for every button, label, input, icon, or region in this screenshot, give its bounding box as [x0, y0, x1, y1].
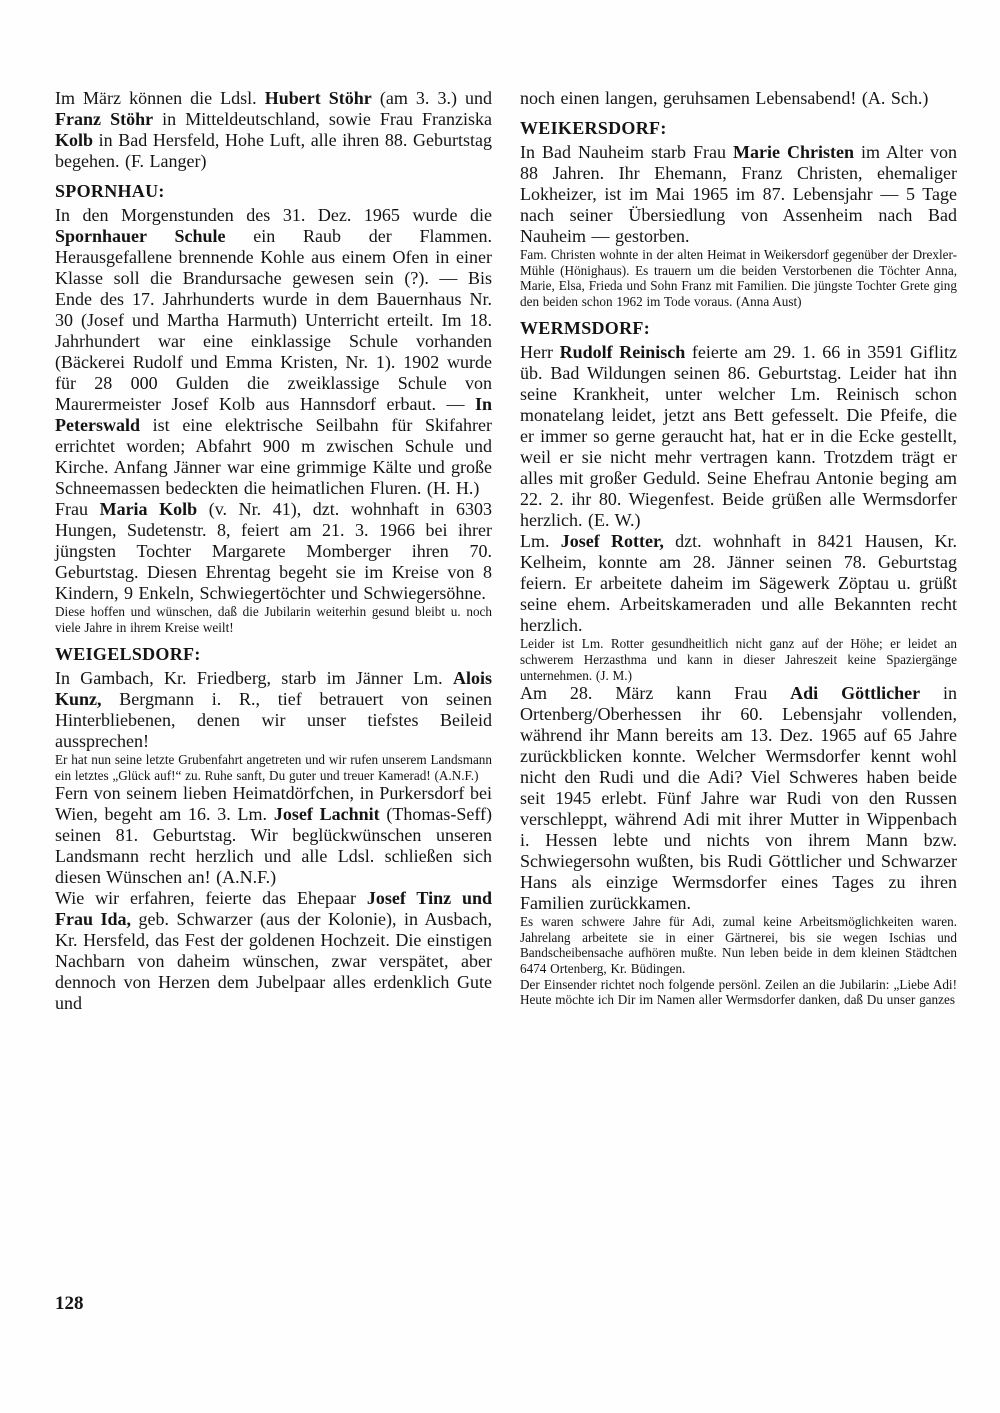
section-heading: SPORNHAU:: [55, 181, 165, 201]
fine-print-paragraph: [520, 247, 957, 309]
text-run: Frau: [55, 499, 100, 519]
body-paragraph: [55, 88, 492, 172]
text-run: im Alter von 88 Jahren. Ihr Ehemann, Franz Christen, ehemaliger Lokheizer, ist im Mai 1965 im 87. Lebensjahr — 5 Tage nach seiner Übersiedlung von Assenheim nach Bad Nauheim — gestorben.: [520, 142, 958, 246]
bold-text-run: Alois Kunz,: [55, 668, 492, 710]
body-paragraph: [55, 499, 492, 604]
bold-text-run: Hubert Stöhr: [264, 88, 372, 108]
fine-print-paragraph: [520, 636, 957, 683]
text-run: ist eine elektrische Seilbahn für Skifahrer errichtet worden; Abfahrt 900 m zwischen Schule und Kirche. Anfang Jänner war eine grimmige Kälte und große Schneemassen bedeckten die heimatlichen Fluren. (H. H.): [55, 415, 492, 498]
body-paragraph: [520, 683, 957, 914]
text-run: in Bad Hersfeld, Hohe Luft, alle ihren 88. Geburtstag begehen. (F. Langer): [55, 130, 492, 171]
body-paragraph: [55, 783, 492, 888]
body-paragraph: [520, 142, 957, 247]
fine-print-paragraph: [55, 604, 492, 635]
bold-text-run: Josef Tinz und Frau Ida,: [55, 888, 492, 930]
text-run: Im März können die Ldsl.: [55, 88, 265, 108]
text-run: ein Raub der Flammen. Herausgefallene brennende Kohle aus einem Ofen in einer Klasse soll die Brandursache gewesen sein (?). — Bis Ende des 17. Jahrhunderts wurde in dem Bauernhaus Nr. 30 (Josef und Martha Harmuth) Unterricht erteilt. Im 18. Jahrhundert war eine einklassige Schule vorhanden (Bäckerei Rudolf und Emma Kristen, Nr. 1). 1902 wurde für 28 000 Gulden die zweiklassige Schule von Maurermeister Josef Kolb aus Hannsdorf erbaut. —: [55, 226, 492, 414]
text-run: Bergmann i. R., tief betrauert von seinen Hinterbliebenen, denen wir unser tiefstes Beileid aussprechen!: [55, 689, 492, 752]
section-heading: WEIKERSDORF:: [520, 118, 667, 138]
body-paragraph: [520, 88, 957, 109]
text-run: in Ortenberg/Oberhessen ihr 60. Lebensjahr vollenden, während ihr Mann bereits am 13. Dez. 1965 auf 65 Jahre zurückblicken konnte. Welcher Wermsdorfer kennt wohl nicht den Rudi und die Adi? Viel Schweres haben beide seit 1945 erlebt. Fünf Jahre war Rudi von den Russen verschleppt, während Adi mit ihrer Mutter in Wippenbach i. Hessen lebte und nichts von ihrem Mann bzw. Schwiegersohn wußten, bis Rudi Göttlicher und Schwarzer Hans als einzige Wermsdorfer eines Tages zu ihren Familien zurückkamen.: [520, 683, 957, 914]
bold-text-run: In Peterswald: [55, 394, 492, 435]
bold-text-run: Spornhauer Schule: [55, 226, 226, 246]
text-run: Am 28. März kann Frau: [520, 683, 791, 704]
text-run: Es waren schwere Jahre für Adi, zumal keine Arbeitsmöglichkeiten waren. Jahrelang arbeitete sie in einer Gärtnerei, bis sie wegen Ischias und Bandscheibensache aufhören mußte. Nun leben beide in dem kleinen Städtchen 6474 Ortenberg, Kr. Büdingen.: [520, 914, 957, 976]
text-run: (am 3. 3.) und: [371, 88, 493, 108]
text-run: Lm.: [520, 531, 561, 552]
text-run: (v. Nr. 41), dzt. wohnhaft in 6303 Hungen, Sudetenstr. 8, feiert am 21. 3. 1966 bei ihrer jüngsten Tochter Margarete Momberger ihren 70. Geburtstag. Diesen Ehrentag begeht sie im Kreise von 8 Kindern, 9 Enkeln, Schwiegertöchter und Schwiegersöhne.: [55, 499, 492, 603]
text-run: In Bad Nauheim starb Frau: [520, 142, 733, 162]
text-run: Der Einsender richtet noch folgende persönl. Zeilen an die Jubilarin: „Liebe Adi! Heute möchte ich Dir im Namen aller Wermsdorfer danken, daß Du unser ganzes: [520, 976, 957, 1008]
fine-print-paragraph: [520, 977, 957, 1008]
body-paragraph: [55, 668, 492, 752]
text-run: Wie wir erfahren, feierte das Ehepaar: [55, 888, 367, 909]
body-paragraph: [55, 205, 492, 499]
section-heading: WEIGELSDORF:: [55, 644, 201, 665]
text-run: Herr: [520, 342, 560, 363]
bold-text-run: Josef Rotter,: [560, 531, 664, 552]
text-run: Leider ist Lm. Rotter gesundheitlich nicht ganz auf der Höhe; er leidet an schwerem Herzasthma und kann in dieser Jahreszeit keine Spaziergänge unternehmen. (J. M.): [520, 636, 957, 683]
text-run: In Gambach, Kr. Friedberg, starb im Jänner Lm.: [55, 668, 453, 689]
text-run: In den Morgenstunden des 31. Dez. 1965 wurde die: [55, 205, 492, 225]
text-run: feierte am 29. 1. 66 in 3591 Giflitz üb. Bad Wildungen seinen 86. Geburtstag. Leider hat ihn seine Krankheit, unter welcher Lm. Reinisch schon monatelang leidet, jetzt ans Bett gefesselt. Die Pfeife, die er immer so gerne geraucht hat, hat er in die Ecke gestellt, weil er sie nicht mehr vertragen kann. Trotzdem trägt er alles mit großer Geduld. Seine Ehefrau Antonie beging am 22. 2. ihr 80. Wiegenfest. Beide grüßen alle Wermsdorfer herzlich. (E. W.): [520, 342, 958, 531]
bold-text-run: Marie Christen: [733, 142, 854, 162]
text-run: dzt. wohnhaft in 8421 Hausen, Kr. Kelheim, konnte am 28. Jänner seinen 78. Geburtstag feiern. Er arbeitete daheim im Sägewerk Zöptau u. grüßt seine ehem. Arbeitskameraden und alle Bekannten recht herzlich.: [520, 531, 957, 636]
text-columns: [55, 88, 957, 1014]
text-run: (Thomas-Seff) seinen 81. Geburtstag. Wir beglückwünschen unseren Landsmann recht herzlich und alle Ldsl. schließen sich diesen Wünschen an! (A.N.F.): [55, 804, 492, 888]
left-column: [55, 88, 492, 1014]
bold-text-run: Rudolf Reinisch: [559, 342, 686, 363]
text-run: Fam. Christen wohnte in der alten Heimat in Weikersdorf gegenüber der Drexler-Mühle (Hönighaus). Es trauern um die beiden Verstorbenen die Töchter Anna, Marie, Elsa, Frieda und Sohn Franz mit Familien. Die jüngste Tochter Grete ging den beiden schon 1962 im Tode voraus. (Anna Aust): [520, 247, 957, 309]
right-column: [520, 88, 957, 1014]
text-run: geb. Schwarzer (aus der Kolonie), in Ausbach, Kr. Hersfeld, das Fest der goldenen Hochzeit. Die einstigen Nachbarn von daheim wünschen, zwar verspätet, aber dennoch von Herzen dem Jubelpaar alles erdenklich Gute und: [55, 909, 493, 1014]
page-number: 128: [55, 1293, 84, 1314]
text-run: in Mitteldeutschland, sowie Frau Franziska: [153, 109, 492, 129]
bold-text-run: Maria Kolb: [99, 499, 198, 519]
fine-print-paragraph: [520, 914, 957, 976]
text-run: noch einen langen, geruhsamen Lebensabend! (A. Sch.): [520, 88, 929, 108]
body-paragraph: [520, 531, 957, 636]
fine-print-paragraph: [55, 752, 492, 783]
bold-text-run: Adi Göttlicher: [790, 683, 921, 704]
bold-text-run: Kolb: [55, 130, 94, 150]
body-paragraph: [55, 888, 492, 1014]
bold-text-run: Josef Lachnit: [273, 804, 380, 825]
text-run: Diese hoffen und wünschen, daß die Jubilarin weiterhin gesund bleibt u. noch viele Jahre in ihrem Kreise weilt!: [55, 604, 492, 635]
body-paragraph: [520, 342, 957, 531]
text-run: Fern von seinem lieben Heimatdörfchen, in Purkersdorf bei Wien, begeht am 16. 3. Lm.: [55, 783, 492, 825]
section-heading: WERMSDORF:: [520, 318, 650, 339]
text-run: Er hat nun seine letzte Grubenfahrt angetreten und wir rufen unserem Landsmann ein letztes „Glück auf!“ zu. Ruhe sanft, Du guter und treuer Kamerad! (A.N.F.): [55, 752, 492, 783]
bold-text-run: Franz Stöhr: [55, 109, 154, 129]
